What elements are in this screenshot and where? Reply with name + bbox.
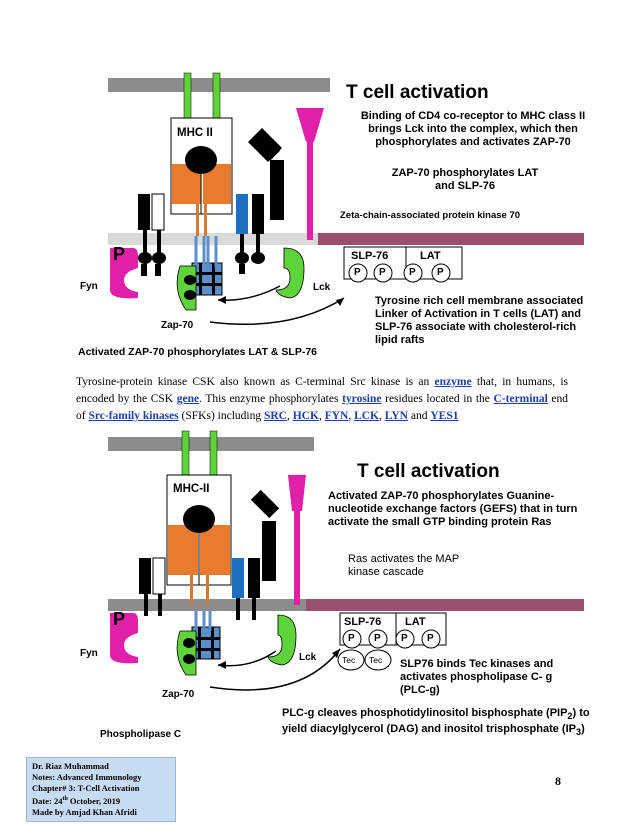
link-gene[interactable]: gene (176, 393, 200, 405)
diagram-1-desc-2: ZAP-70 phosphorylates LAT and SLP-76 (391, 167, 539, 192)
lat-2-label: LAT (405, 616, 426, 628)
p2-circle-3: P (401, 633, 408, 644)
plc-sub-2: 3 (576, 727, 582, 738)
cd3-white (152, 194, 164, 230)
plc-text-c: ) (581, 723, 585, 736)
diagram-1-title: T cell activation (346, 82, 489, 103)
diagram-1-desc-1: Binding of CD4 co-receptor to MHC class II brings Lck into the complex, which then phosphorylates and activates ZAP-70 (360, 110, 586, 148)
tcell-membrane-mauve-2 (306, 599, 584, 611)
slp-tec-text: SLP76 binds Tec kinases and activates phospholipase C- g (PLC-g) (400, 658, 554, 696)
footer-notes: Notes: Advanced Immunology (32, 772, 142, 782)
diagram-2-title: T cell activation (357, 461, 500, 482)
lck-label: Lck (313, 282, 331, 293)
link-enzyme[interactable]: enzyme (434, 376, 472, 388)
slp76-2-label: SLP-76 (344, 616, 382, 628)
cd4-black (252, 194, 264, 234)
para-text: , (348, 410, 355, 422)
mhc-label: MHC II (177, 127, 213, 139)
footer-date-a: Date: 24 (32, 795, 63, 806)
p-circle-2: P (379, 267, 386, 278)
mhc-stem-right (213, 73, 220, 119)
diagram-2 (0, 425, 638, 755)
slp76-label: SLP-76 (351, 250, 389, 262)
p-circle-1: P (354, 267, 361, 278)
para-text: , (379, 410, 385, 422)
cd4-blue (236, 194, 248, 234)
link-tyrosine[interactable]: tyrosine (342, 393, 382, 405)
lck-shape (276, 248, 304, 298)
plc-text (282, 707, 592, 739)
footer-date (32, 794, 170, 807)
mhc2-label: MHC-II (173, 483, 210, 495)
link-fyn[interactable]: FYN (324, 410, 349, 422)
link-c-terminal[interactable]: C-terminal (493, 393, 548, 405)
para-text: residues located in the (381, 393, 494, 405)
mhc-stem-left (184, 73, 191, 119)
fyn2-p-label: P (113, 609, 126, 629)
p-circle-3: P (409, 267, 416, 278)
para-text: end of (76, 393, 569, 422)
para-text: (SFKs) including (178, 410, 264, 422)
tyrosine-text: Tyrosine rich cell membrane associated Linker of Activation in T cells (LAT) and SLP-76 associate with cholesterol-rich lipid rafts (375, 295, 584, 346)
cd3-black-left (138, 194, 150, 230)
lat-label: LAT (420, 250, 441, 262)
mhc-peptide-dot (185, 146, 217, 174)
diagram-1-caption: Activated ZAP-70 phosphorylates LAT & SLP-76 (78, 346, 318, 358)
lck2-label: Lck (299, 652, 317, 663)
p2-circle-4: P (427, 633, 434, 644)
tcell-membrane-gray (108, 233, 320, 245)
diagram-2-caption: Phospholipase C (100, 729, 182, 740)
cd4-magenta-head (296, 108, 324, 142)
page-number: 8 (555, 774, 561, 788)
tec-label-2: Tec (369, 655, 383, 665)
link-hck[interactable]: HCK (292, 410, 319, 422)
plc-text-b: ) to yield diacylglycerol (DAG) and inositol trisphosphate (IP (282, 707, 590, 736)
para-text: and (407, 410, 431, 422)
diagram-2-desc-2: Ras activates the MAP kinase cascade (348, 553, 460, 578)
footer-chapter: Chapter# 3: T-Cell Activation (32, 783, 140, 793)
diagram-2-graphic (0, 425, 638, 755)
para-text: , (318, 410, 325, 422)
link-src[interactable]: SRC (263, 410, 287, 422)
author-footer (26, 757, 176, 822)
p2-circle-1: P (348, 633, 355, 644)
cd4-magenta-stem (307, 140, 313, 240)
zeta-chain-label: Zeta-chain-associated protein kinase 70 (340, 210, 521, 221)
plc-sub-1: 2 (567, 711, 573, 722)
csk-paragraph (76, 374, 568, 425)
footer-author: Dr. Riaz Muhammad (32, 761, 109, 771)
para-text: , (286, 410, 293, 422)
link-src-family[interactable]: Src-family kinases (88, 410, 179, 422)
para-text: Tyrosine-protein kinase CSK also known as C-terminal Src kinase is an (76, 376, 435, 388)
fyn-label: Fyn (80, 281, 98, 292)
fyn-p-label: P (113, 244, 126, 264)
p2-circle-2: P (374, 633, 381, 644)
tec-label-1: Tec (342, 655, 356, 665)
zap-label: Zap-70 (161, 320, 194, 331)
para-text: that, in humans, is encoded by the CSK (76, 376, 568, 405)
plc-text-a: PLC-g cleaves phosphotidylinositol bisphosphate (PIP (282, 707, 568, 719)
fyn2-label: Fyn (80, 648, 98, 659)
link-lyn[interactable]: LYN (384, 410, 408, 422)
p-circle-4: P (437, 267, 444, 278)
tcell-membrane-mauve (318, 233, 584, 245)
para-text: . This enzyme phosphorylates (199, 393, 343, 405)
footer-date-sup: th (62, 796, 68, 802)
zap2-label: Zap-70 (162, 689, 195, 700)
footer-date-b: October, 2019 (67, 795, 121, 806)
cd4-coreceptor (270, 160, 284, 220)
footer-made-by: Made by Amjad Khan Afridi (32, 806, 137, 817)
link-lck[interactable]: LCK (354, 410, 379, 422)
link-yes1[interactable]: YES1 (430, 410, 459, 422)
diagram-2-desc-1: Activated ZAP-70 phosphorylates Guanine-nucleotide exchange factors (GEFS) that in turn activate the small GTP binding protein Ras (328, 490, 578, 528)
diagram-1 (0, 0, 638, 365)
zap70-green (177, 266, 196, 310)
